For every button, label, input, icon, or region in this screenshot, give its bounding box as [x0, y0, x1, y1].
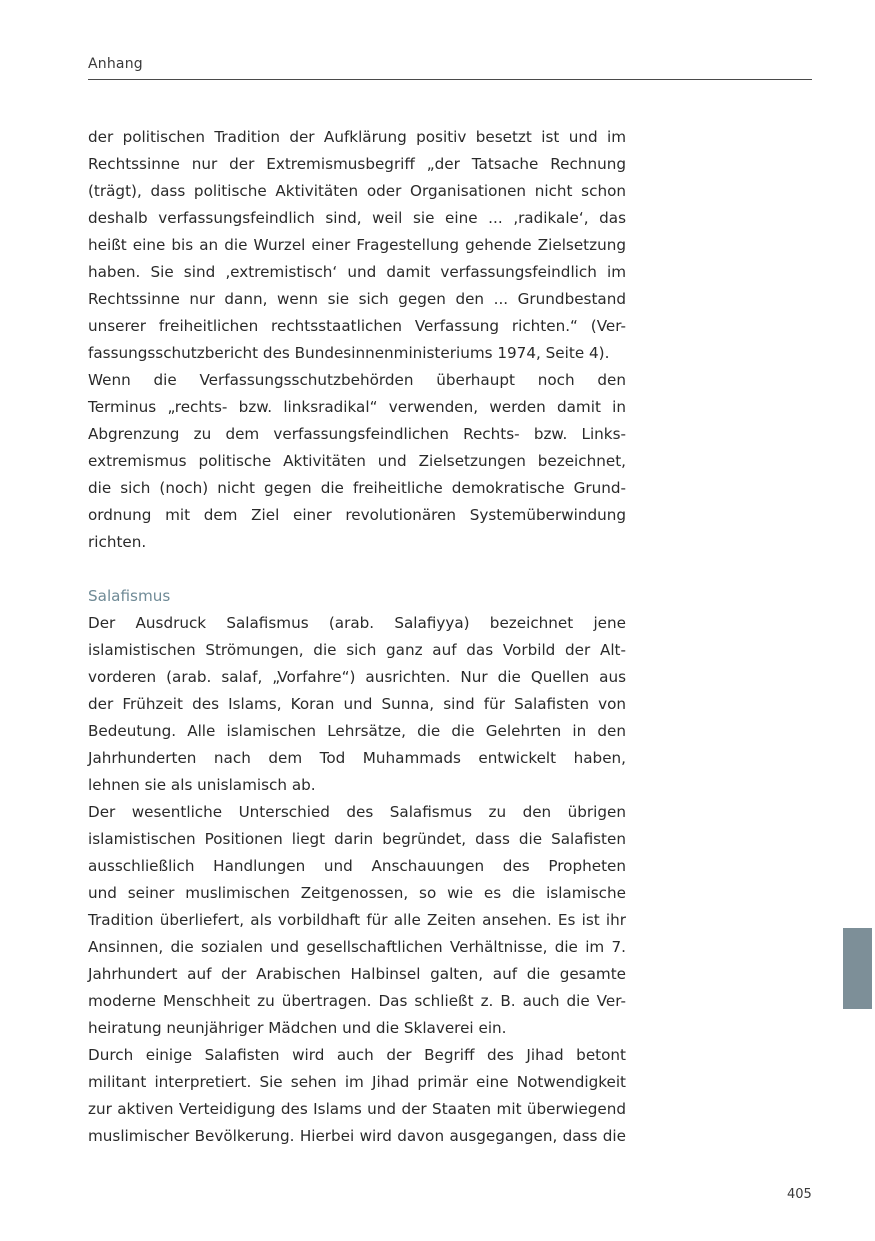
body-text	[88, 124, 626, 1150]
text-line: richten.	[88, 533, 147, 551]
paragraph	[88, 1042, 626, 1150]
text-line: deshalb verfassungsfeindlich sind, weil sie eine ... ‚radikale‘, das	[88, 209, 626, 227]
text-line: moderne Menschheit zu übertragen. Das schließt z. B. auch die Ver-	[88, 992, 626, 1010]
text-line: heiratung neunjähriger Mädchen und die Sklaverei ein.	[88, 1019, 507, 1037]
text-line: heißt eine bis an die Wurzel einer Fragestellung gehende Zielsetzung	[88, 236, 626, 254]
text-line: Wenn die Verfassungsschutzbehörden überhaupt noch den	[88, 371, 626, 389]
text-line: haben. Sie sind ‚extremistisch‘ und damit verfassungsfeindlich im	[88, 263, 626, 281]
text-line: extremismus politische Aktivitäten und Zielsetzungen bezeichnet,	[88, 452, 626, 470]
page-number: 405	[787, 1187, 812, 1202]
paragraph	[88, 799, 626, 1042]
paragraph	[88, 124, 626, 367]
text-line: islamistischen Strömungen, die sich ganz auf das Vorbild der Alt-	[88, 641, 626, 659]
text-line: der Frühzeit des Islams, Koran und Sunna, sind für Salafisten von	[88, 695, 626, 713]
text-line: Jahrhundert auf der Arabischen Halbinsel galten, auf die gesamte	[88, 965, 626, 983]
text-line: unserer freiheitlichen rechtsstaatlichen Verfassung richten.“ (Ver-	[88, 317, 626, 335]
text-line: Jahrhunderten nach dem Tod Muhammads entwickelt haben,	[88, 749, 626, 767]
text-line: der politischen Tradition der Aufklärung positiv besetzt ist und im	[88, 128, 626, 146]
paragraph	[88, 610, 626, 799]
text-line: ausschließlich Handlungen und Anschauungen des Propheten	[88, 857, 626, 875]
section-heading: Salafismus	[88, 587, 171, 605]
text-line: fassungsschutzbericht des Bundesinnenministeriums 1974, Seite 4).	[88, 344, 610, 362]
text-line: Tradition überliefert, als vorbildhaft für alle Zeiten ansehen. Es ist ihr	[88, 911, 626, 929]
text-line: Der wesentliche Unterschied des Salafismus zu den übrigen	[88, 803, 626, 821]
chapter-thumb-tab	[843, 928, 872, 1009]
text-line: Ansinnen, die sozialen und gesellschaftlichen Verhältnisse, die im 7.	[88, 938, 626, 956]
text-line: und seiner muslimischen Zeitgenossen, so wie es die islamische	[88, 884, 626, 902]
text-line: vorderen (arab. salaf, „Vorfahre“) ausrichten. Nur die Quellen aus	[88, 668, 626, 686]
text-line: ordnung mit dem Ziel einer revolutionären Systemüberwindung	[88, 506, 626, 524]
paragraph-gap	[88, 556, 626, 583]
text-line: Der Ausdruck Salafismus (arab. Salafiyya) bezeichnet jene	[88, 614, 626, 632]
text-line: die sich (noch) nicht gegen die freiheitliche demokratische Grund-	[88, 479, 626, 497]
text-line: muslimischer Bevölkerung. Hierbei wird davon ausgegangen, dass die	[88, 1127, 626, 1145]
paragraph	[88, 367, 626, 556]
text-line: Terminus „rechts- bzw. linksradikal“ verwenden, werden damit in	[88, 398, 626, 416]
text-line: zur aktiven Verteidigung des Islams und der Staaten mit überwiegend	[88, 1100, 626, 1118]
text-line: Bedeutung. Alle islamischen Lehrsätze, die die Gelehrten in den	[88, 722, 626, 740]
text-line: (trägt), dass politische Aktivitäten oder Organisationen nicht schon	[88, 182, 626, 200]
text-line: Rechtssinne nur dann, wenn sie sich gegen den ... Grundbestand	[88, 290, 626, 308]
text-line: islamistischen Positionen liegt darin begründet, dass die Salafisten	[88, 830, 626, 848]
header-rule	[88, 79, 812, 80]
running-head: Anhang	[88, 56, 143, 72]
text-line: Durch einige Salafisten wird auch der Begriff des Jihad betont	[88, 1046, 626, 1064]
text-line: Abgrenzung zu dem verfassungsfeindlichen Rechts- bzw. Links-	[88, 425, 626, 443]
text-line: militant interpretiert. Sie sehen im Jihad primär eine Notwendigkeit	[88, 1073, 626, 1091]
text-line: Rechtssinne nur der Extremismusbegriff „der Tatsache Rechnung	[88, 155, 626, 173]
text-line: lehnen sie als unislamisch ab.	[88, 776, 316, 794]
